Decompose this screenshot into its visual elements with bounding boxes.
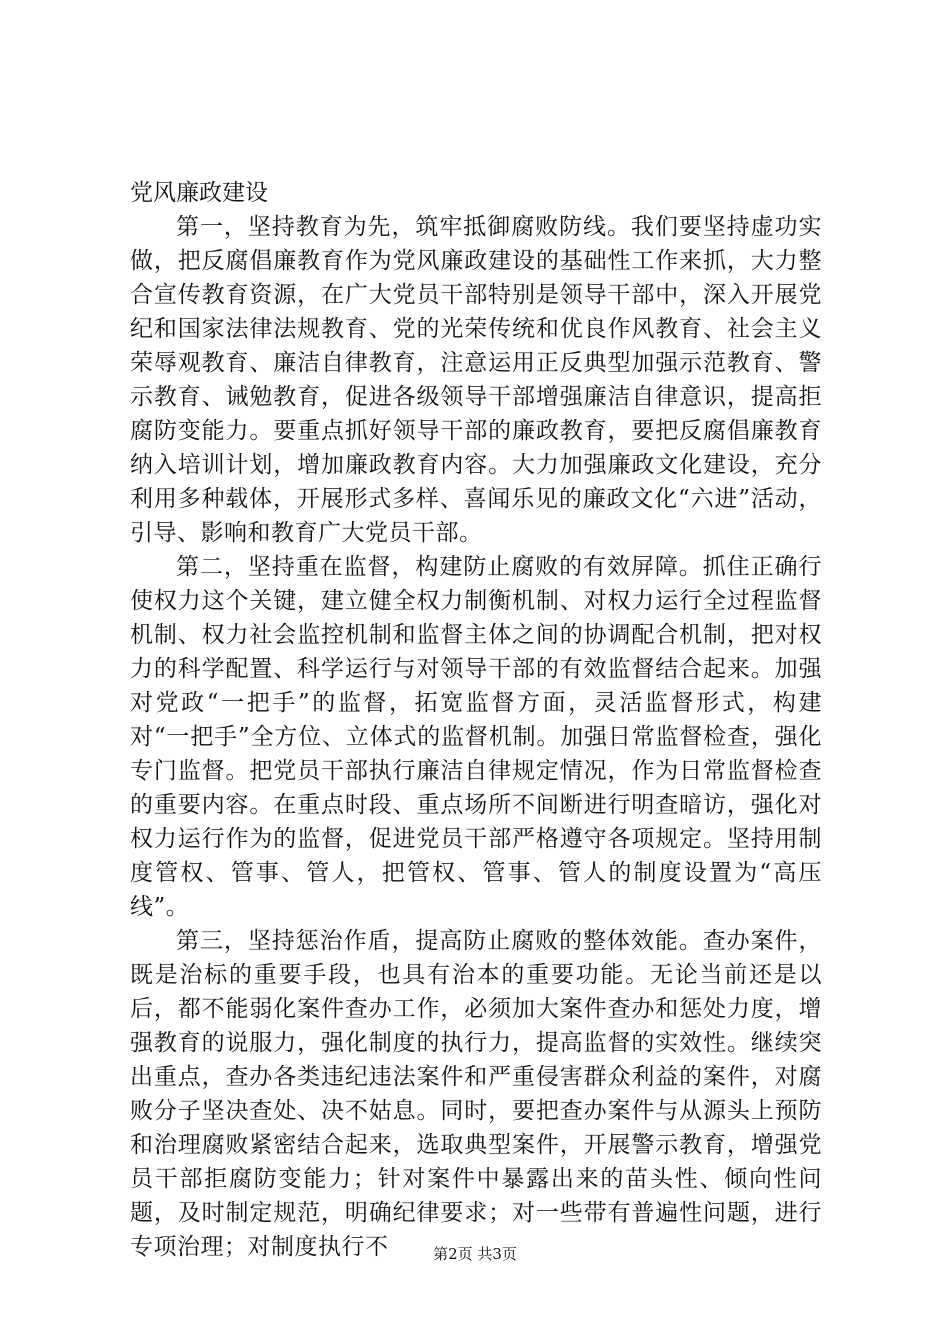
document-title: 党风廉政建设 [130,180,268,206]
page-number-footer: 第2页 共3页 [433,1245,517,1263]
paragraph-1: 第一，坚持教育为先，筑牢抵御腐败防线。我们要坚持虚功实做，把反腐倡廉教育作为党风廉政建设的基础性工作来抓，大力整合宣传教育资源，在广大党员干部特别是领导干部中，深入开展党纪和国家法律法规教育、党的光荣传统和优良作风教育、社会主义荣辱观教育、廉洁自律教育，注意运用正反典型加强示范教育、警示教育、诫勉教育，促进各级领导干部增强廉洁自律意识，提高拒腐防变能力。要重点抓好领导干部的廉政教育，要把反腐倡廉教育纳入培训计划，增加廉政教育内容。大力加强廉政文化建设，充分利用多种载体，开展形式多样、喜闻乐见的廉政文化“六进”活动，引导、影响和教育广大党员干部。 [130,214,822,546]
paragraph-3: 第三，坚持惩治作盾，提高防止腐败的整体效能。查办案件，既是治标的重要手段，也具有治本的重要功能。无论当前还是以后，都不能弱化案件查办工作，必须加大案件查办和惩处力度，增强教育的说服力，强化制度的执行力，提高监督的实效性。继续突出重点，查办各类违纪违法案件和严重侵害群众利益的案件，对腐败分子坚决查处、决不姑息。同时，要把查办案件与从源头上预防和治理腐败紧密结合起来，选取典型案件，开展警示教育，增强党员干部拒腐防变能力；针对案件中暴露出来的苗头性、倾向性问题，及时制定规范，明确纪律要求；对一些带有普遍性问题，进行专项治理；对制度执行不 [130,928,822,1260]
document-body [130,176,822,1264]
paragraph-2: 第二，坚持重在监督，构建防止腐败的有效屏障。抓住正确行使权力这个关键，建立健全权力制衡机制、对权力运行全过程监督机制、权力社会监控机制和监督主体之间的协调配合机制，把对权力的科学配置、科学运行与对领导干部的有效监督结合起来。加强对党政“一把手”的监督，拓宽监督方面，灵活监督形式，构建对“一把手”全方位、立体式的监督机制。加强日常监督检查，强化专门监督。把党员干部执行廉洁自律规定情况，作为日常监督检查的重要内容。在重点时段、重点场所不间断进行明查暗访，强化对权力运行作为的监督，促进党员干部严格遵守各项规定。坚持用制度管权、管事、管人，把管权、管事、管人的制度设置为“高压线”。 [130,554,822,920]
